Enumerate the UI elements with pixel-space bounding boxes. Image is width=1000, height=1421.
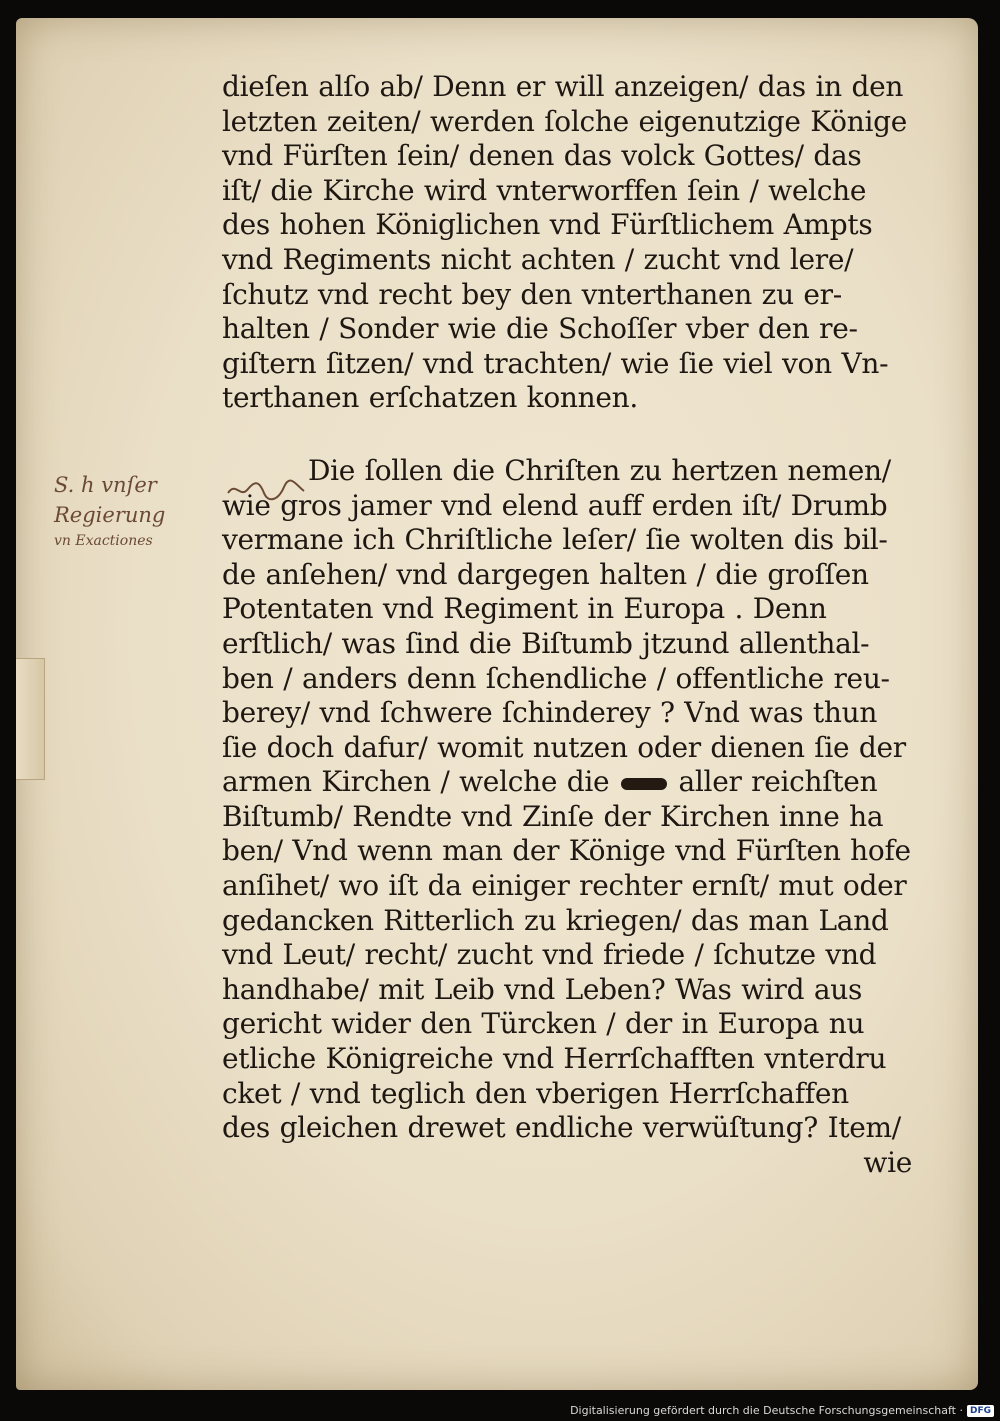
text-line: giſtern ſitzen/ vnd trachten/ wie ſie viel von Vn- [222,346,889,380]
text-line: erſtlich/ was ſind die Biſtumb jtzund allenthal- [222,626,870,660]
text-line: etliche Königreiche vnd Herrſchafften vnterdru [222,1042,887,1076]
text-line: iſt/ die Kirche wird vnterworffen ſein / welche [222,173,867,207]
main-text-block [222,70,912,1180]
text-line: de anſehen/ vnd dargegen halten / die groſſen [222,557,869,591]
text-line: vnd Fürſten ſein/ denen das volck Gottes/ das [222,139,862,173]
text-line: berey/ vnd ſchwere ſchinderey ? Vnd was thun [222,696,878,730]
text-line: dieſen alſo ab/ Denn er will anzeigen/ das in den [222,70,904,103]
text-line: wie gros jamer vnd elend auff erden iſt/ Drumb [222,488,888,522]
page-edge-tab [16,658,45,780]
text-line: Biſtumb/ Rendte vnd Zinſe der Kirchen inne ha [222,799,884,833]
text-line: gericht wider den Türcken / der in Europa nu [222,1007,865,1041]
text-line: des gleichen drewet endliche verwüſtung? Item/ [222,1111,901,1145]
handwritten-marginalia [54,470,224,552]
paragraph-gap [222,416,912,454]
text-fragment: armen Kirchen / welche die [222,765,610,799]
text-line: Potentaten vnd Regiment in Europa . Denn [222,592,827,626]
marginalia-line-2: Regierung [54,503,166,527]
text-line-with-smudge [222,765,912,800]
text-line: vermane ich Chriſtliche leſer/ ſie wolten dis bil- [222,523,888,557]
text-line: des hohen Königlichen vnd Fürſtlichem Ampts [222,208,873,242]
marginalia-line-3: vn Exactiones [54,533,153,549]
text-line: vnd Regiments nicht achten / zucht vnd lere/ [222,242,854,276]
text-line: terthanen erſchatzen konnen. [222,381,638,415]
text-line: anſihet/ wo iſt da einiger rechter ernſt/ mut oder [222,869,907,903]
digitization-footer [570,1404,994,1417]
footer-text: Digitalisierung gefördert durch die Deutsche Forschungsgemeinschaft · [570,1404,963,1417]
text-line: ſchutz vnd recht bey den vnterthanen zu er- [222,277,842,311]
text-fragment: aller reichſten [678,765,878,799]
ink-smudge [621,778,667,790]
text-line: ben / anders denn ſchendliche / offentliche reu- [222,661,890,695]
text-line: vnd Leut/ recht/ zucht vnd friede / ſchutze vnd [222,938,877,972]
text-line: ſie doch dafur/ womit nutzen oder dienen ſie der [222,730,906,764]
text-line: Die ſollen die Chriſten zu hertzen nemen/ [308,453,891,487]
catchword: wie [863,1145,912,1179]
text-line: letzten zeiten/ werden ſolche eigenutzige Könige [222,104,908,138]
dfg-logo: DFG [967,1405,994,1417]
text-line: gedancken Ritterlich zu kriegen/ das man Land [222,903,889,937]
marginalia-line-1: S. h vnſer [54,473,157,497]
text-line: cket / vnd teglich den vberigen Herrſchaffen [222,1076,849,1110]
text-line: handhabe/ mit Leib vnd Leben? Was wird aus [222,972,863,1006]
text-line: halten / Sonder wie die Schoſſer vber den re- [222,312,858,346]
text-line: ben/ Vnd wenn man der Könige vnd Fürſten hofe [222,834,911,868]
